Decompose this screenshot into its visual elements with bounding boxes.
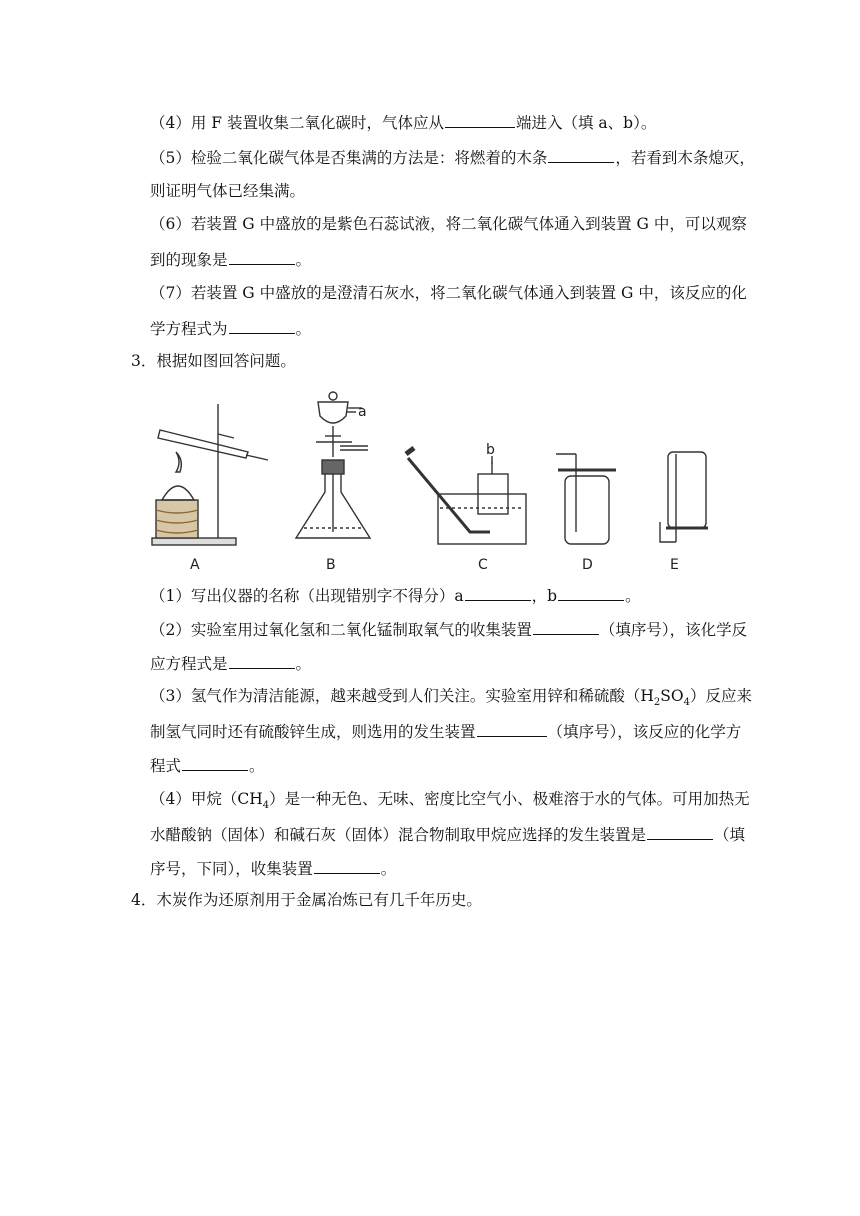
text: 制氢气同时还有硫酸锌生成，则选用的发生装置 bbox=[150, 723, 476, 741]
apparatus-c bbox=[406, 448, 526, 544]
q2-part4 bbox=[150, 111, 656, 133]
subscript: 4 bbox=[683, 697, 690, 709]
text: （填序号），该化学反 bbox=[599, 621, 748, 639]
answer-blank[interactable] bbox=[548, 146, 614, 163]
answer-blank[interactable] bbox=[647, 823, 713, 840]
q2-part7-line1: （7）若装置 G 中盛放的是澄清石灰水，将二氧化碳气体通入到装置 G 中，该反应的化 bbox=[150, 284, 747, 302]
label-b: b bbox=[486, 442, 495, 458]
q3-title: 3．根据如图回答问题。 bbox=[131, 352, 296, 370]
subscript: 2 bbox=[653, 697, 661, 709]
answer-blank[interactable] bbox=[465, 584, 531, 601]
q3-part3-line3 bbox=[150, 754, 265, 776]
text: 。 bbox=[380, 860, 397, 878]
q3-part1 bbox=[150, 584, 641, 606]
q3-part4-line2 bbox=[150, 823, 745, 845]
text: （4）用 F 装置收集二氧化碳时，气体应从 bbox=[150, 114, 444, 132]
text: 。 bbox=[249, 757, 265, 775]
text: （1）写出仪器的名称（出现错别字不得分）a bbox=[150, 587, 464, 605]
apparatus-d bbox=[556, 454, 616, 544]
answer-blank[interactable] bbox=[229, 652, 295, 669]
q3-part3-line2 bbox=[150, 720, 741, 742]
answer-blank[interactable] bbox=[445, 111, 515, 128]
q4-title: 4．木炭作为还原剂用于金属冶炼已有几千年历史。 bbox=[131, 891, 482, 909]
q3-part2-line2 bbox=[150, 652, 311, 674]
q2-part6-line2 bbox=[150, 248, 311, 270]
apparatus-figure bbox=[140, 382, 740, 577]
text: ，若看到木条熄灭， bbox=[615, 149, 755, 167]
q3-part3-line1 bbox=[150, 686, 752, 713]
text: 程式 bbox=[150, 757, 182, 775]
text: （3）氢气作为清洁能源，越来越受到人们关注。实验室用锌和稀硫酸（H bbox=[150, 687, 654, 705]
label-a: a bbox=[358, 404, 367, 420]
text: 到的现象是 bbox=[150, 251, 228, 269]
text: （5）检验二氧化碳气体是否集满的方法是：将燃着的木条 bbox=[150, 149, 548, 167]
text: 应方程式是 bbox=[150, 655, 228, 673]
text: 端进入（填 a、b）。 bbox=[515, 114, 657, 132]
label-apparatus-e: E bbox=[670, 557, 679, 573]
q3-part4-line3 bbox=[150, 857, 396, 879]
text: 学方程式为 bbox=[150, 320, 228, 338]
text: ）反应来 bbox=[689, 687, 752, 705]
text: （4）甲烷（CH bbox=[150, 790, 263, 808]
text: 序号，下同），收集装置 bbox=[150, 860, 313, 878]
answer-blank[interactable] bbox=[314, 857, 380, 874]
label-apparatus-c: C bbox=[478, 557, 488, 573]
q2-part5-line1 bbox=[150, 146, 755, 168]
q3-part2-line1 bbox=[150, 618, 747, 640]
text: ）是一种无色、无味、密度比空气小、极难溶于水的气体。可用加热无 bbox=[269, 790, 750, 808]
subscript: 4 bbox=[262, 800, 270, 812]
text: ，b bbox=[531, 587, 558, 605]
answer-blank[interactable] bbox=[558, 584, 624, 601]
apparatus-e bbox=[660, 452, 708, 542]
q3-part4-line1 bbox=[150, 789, 750, 816]
answer-blank[interactable] bbox=[477, 720, 547, 737]
label-apparatus-a: A bbox=[190, 557, 200, 573]
text: 。 bbox=[295, 320, 312, 338]
answer-blank[interactable] bbox=[229, 317, 295, 334]
q2-part6-line1: （6）若装置 G 中盛放的是紫色石蕊试液，将二氧化碳气体通入到装置 G 中，可以观察 bbox=[150, 215, 747, 233]
text: 。 bbox=[625, 587, 641, 605]
apparatus-diagram bbox=[140, 382, 740, 577]
text: 。 bbox=[295, 251, 312, 269]
text: SO bbox=[660, 687, 684, 705]
text: 水醋酸钠（固体）和碱石灰（固体）混合物制取甲烷应选择的发生装置是 bbox=[150, 826, 647, 844]
answer-blank[interactable] bbox=[182, 754, 248, 771]
answer-blank[interactable] bbox=[229, 248, 295, 265]
text: （2）实验室用过氧化氢和二氧化锰制取氧气的收集装置 bbox=[150, 621, 532, 639]
apparatus-a bbox=[152, 404, 268, 545]
label-apparatus-d: D bbox=[582, 557, 593, 573]
text: 。 bbox=[295, 655, 312, 673]
text: （填序号），该反应的化学方 bbox=[547, 723, 742, 741]
label-apparatus-b: B bbox=[326, 557, 336, 573]
text: （填 bbox=[714, 826, 746, 844]
q2-part7-line2 bbox=[150, 317, 311, 339]
q2-part5-line2: 则证明气体已经集满。 bbox=[150, 182, 306, 200]
answer-blank[interactable] bbox=[533, 618, 599, 635]
